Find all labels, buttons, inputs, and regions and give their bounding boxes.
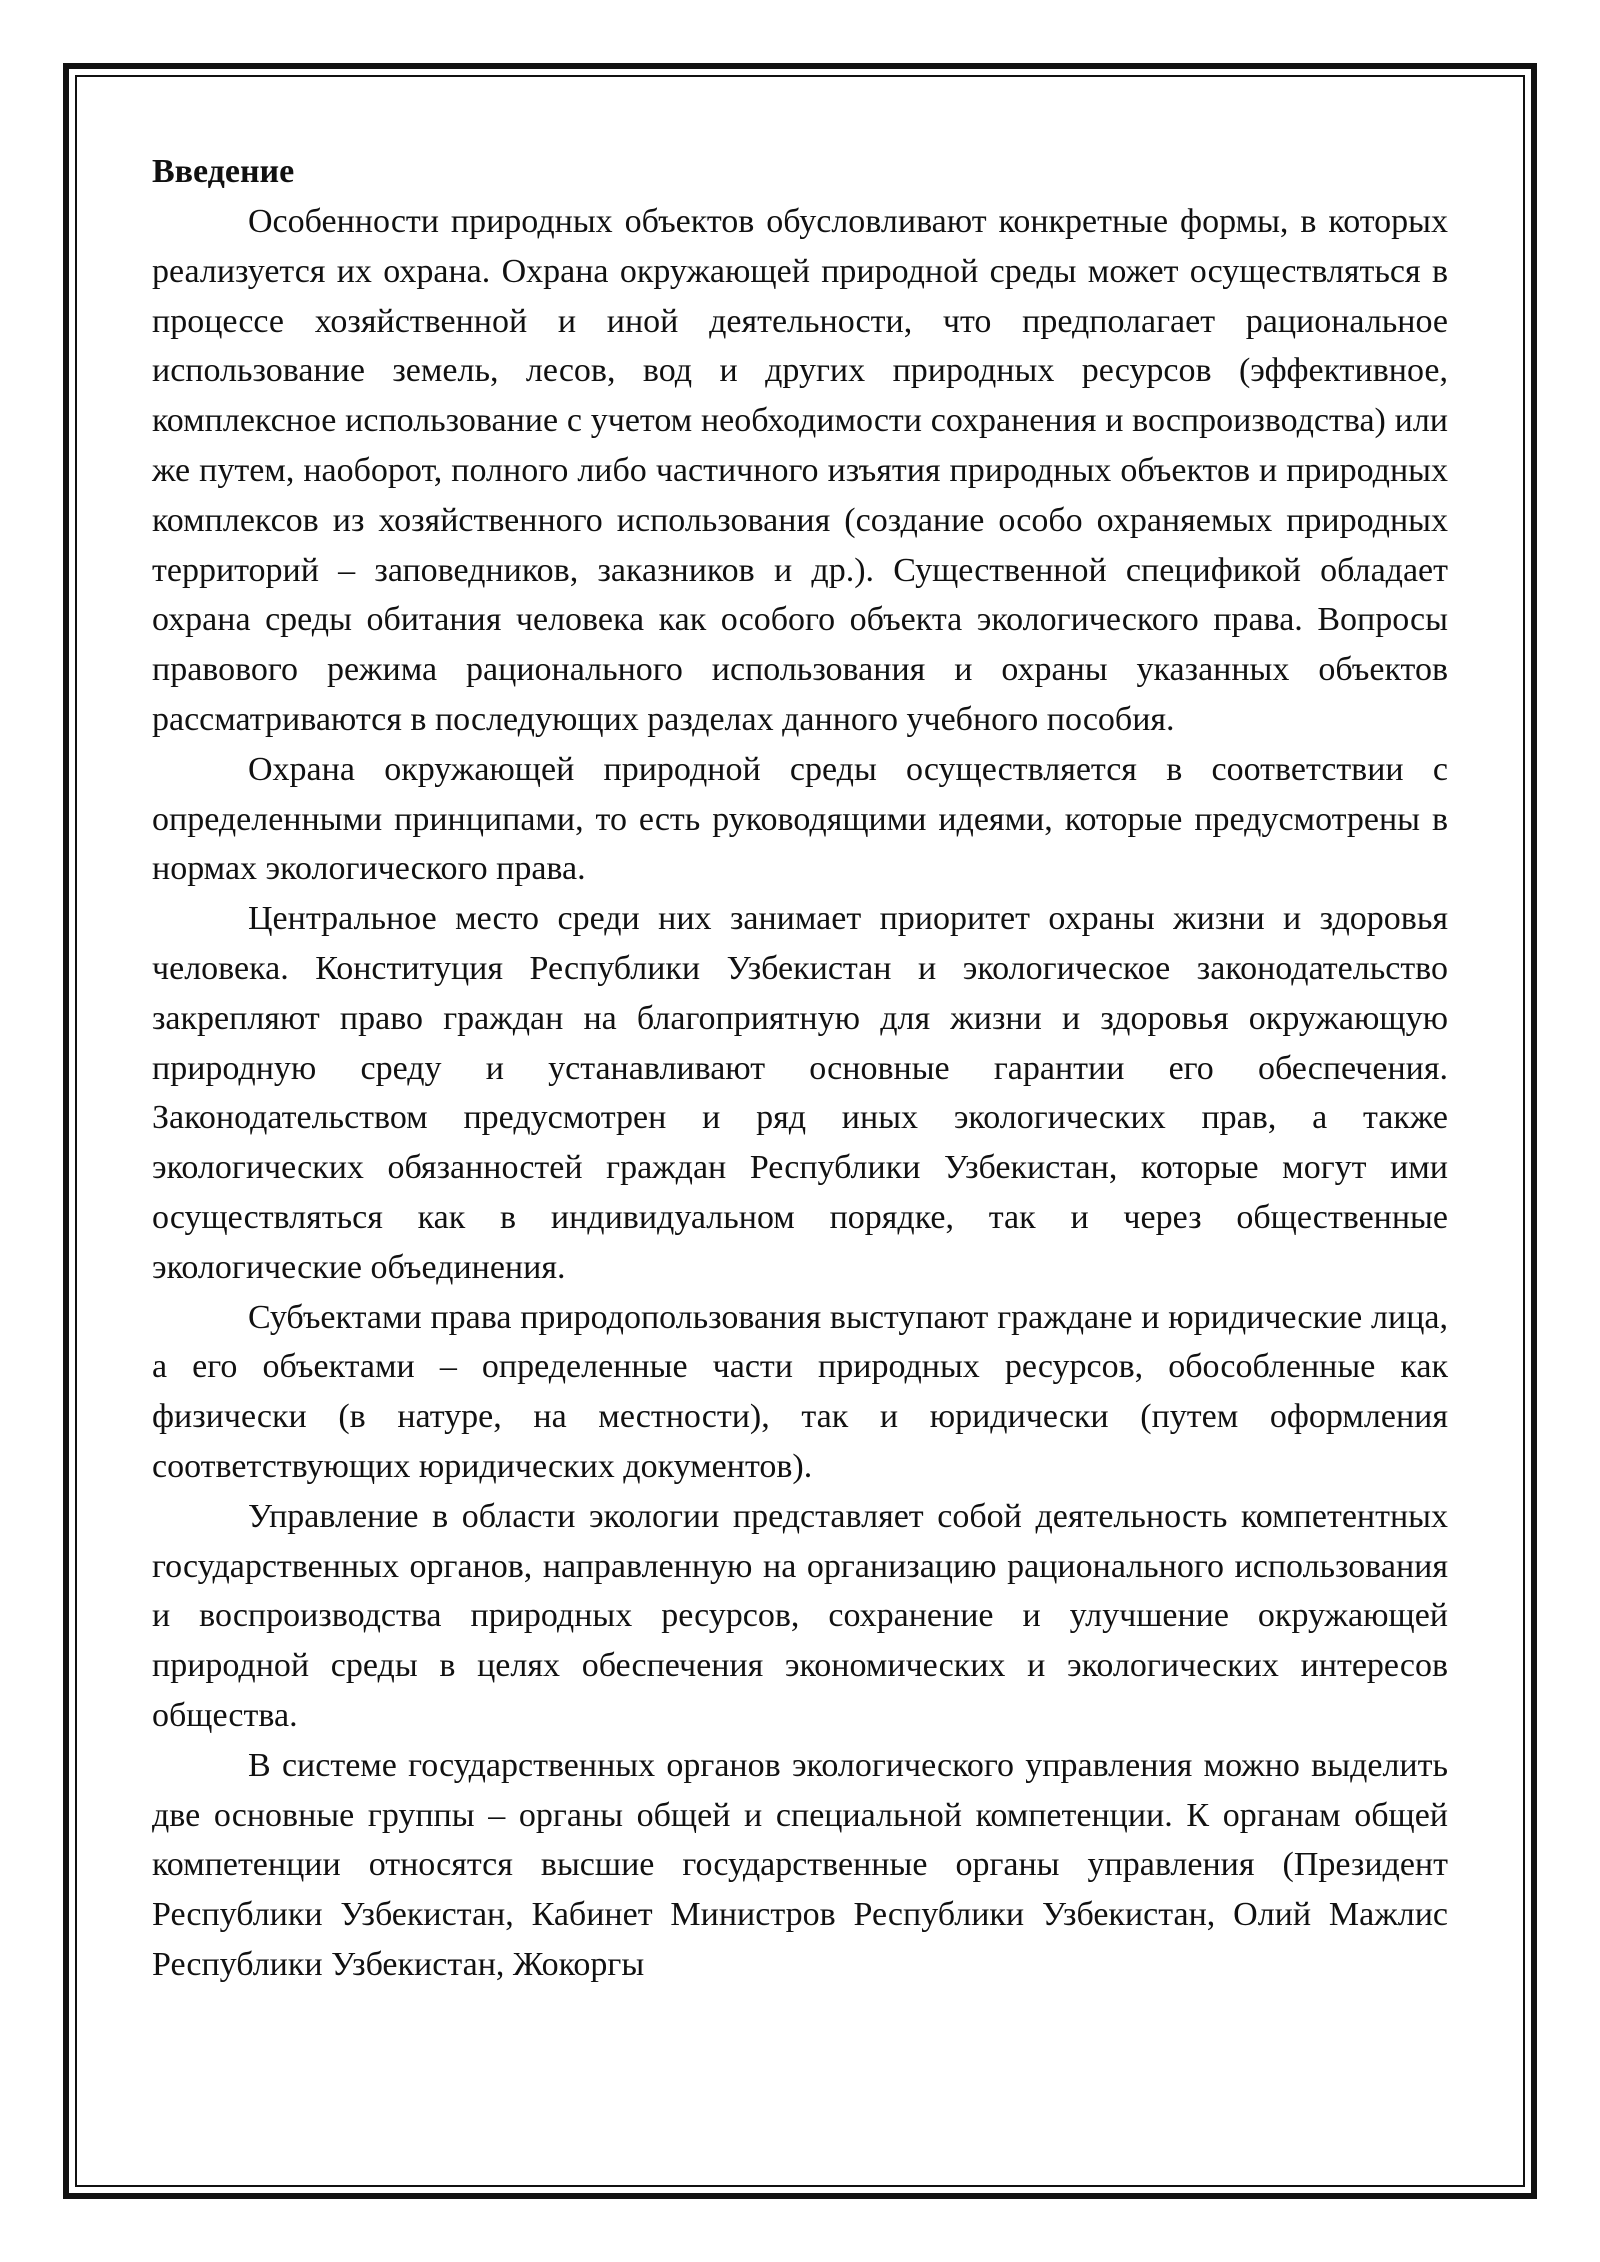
paragraph-6: В системе государственных органов экологического управления можно выделить две основные группы – органы общей и специальной компетенции. К органам общей компетенции относятся высшие государственные органы управления (Президент Республики Узбекистан, Кабинет Министров Республики Узбекистан, Олий Мажлис Республики Узбекистан, Жокоргы (152, 1746, 1448, 1983)
paragraph-1: Особенности природных объектов обусловливают конкретные формы, в которых реализуется их охрана. Охрана окружающей природной среды может осуществляться в процессе хозяйственной и иной деятельности, что предполагает рациональное использование земель, лесов, вод и других природных ресурсов (эффективное, комплексное использование с учетом необходимости сохранения и воспроизводства) или же путем, наоборот, полного либо частичного изъятия природных объектов и природных комплексов из хозяйственного использования (создание особо охраняемых природных территорий – заповедников, заказников и др.). Существенной спецификой обладает охрана среды обитания человека как особого объекта экологического права. Вопросы правового режима рационального использования и охраны указанных объектов рассматриваются в последующих разделах данного учебного пособия. (152, 203, 1448, 738)
paragraph-4: Субъектами права природопользования выступают граждане и юридические лица, а его объектами – определенные части природных ресурсов, обособленные как физически (в натуре, на местности), так и юридически (путем оформления соответствующих юридических документов). (152, 1298, 1448, 1485)
document-body (152, 147, 1448, 1990)
paragraph-2: Охрана окружающей природной среды осуществляется в соответствии с определенными принципами, то есть руководящими идеями, которые предусмотрены в нормах экологического права. (152, 750, 1448, 888)
section-heading: Введение (152, 153, 295, 190)
paragraph-3: Центральное место среди них занимает приоритет охраны жизни и здоровья человека. Конституция Республики Узбекистан и экологическое законодательство закрепляют право граждан на благоприятную для жизни и здоровья окружающую природную среду и устанавливают основные гарантии его обеспечения. Законодательством предусмотрен и ряд иных экологических прав, а также экологических обязанностей граждан Республики Узбекистан, которые могут ими осуществляться как в индивидуальном порядке, так и через общественные экологические объединения. (152, 900, 1448, 1286)
paragraph-5: Управление в области экологии представляет собой деятельность компетентных государственных органов, направленную на организацию рационального использования и воспроизводства природных ресурсов, сохранение и улучшение окружающей природной среды в целях обеспечения экономических и экологических интересов общества. (152, 1497, 1448, 1734)
